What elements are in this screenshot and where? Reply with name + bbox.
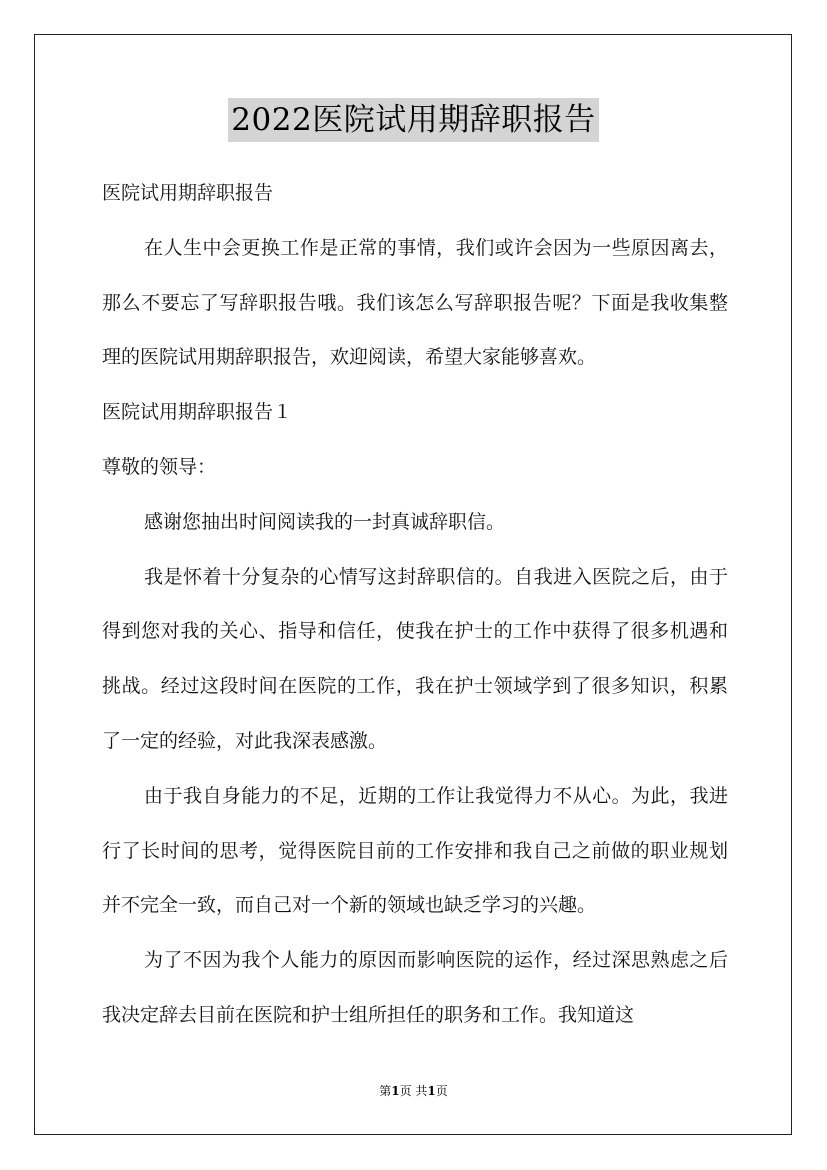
paragraph: 医院试用期辞职报告１	[102, 401, 293, 424]
page-number-suffix: 页	[435, 1084, 448, 1098]
page-number-middle: 页 共	[399, 1084, 428, 1098]
paragraph: 尊敬的领导：	[102, 455, 217, 478]
paragraph: 在人生中会更换工作是正常的事情，我们或许会因为一些原因离去，那么不要忘了写辞职报告哦。我们该怎么写辞职报告呢？下面是我收集整理的医院试用期辞职报告，欢迎阅读，希望大家能够喜欢。	[102, 236, 728, 369]
page-number-current: 1	[391, 1084, 400, 1098]
title-block	[0, 98, 827, 142]
paragraph: 医院试用期辞职报告	[102, 182, 274, 204]
document-title: 2022医院试用期辞职报告	[228, 98, 598, 142]
paragraph: 感谢您抽出时间阅读我的一封真诚辞职信。	[144, 510, 506, 533]
paragraph: 为了不因为我个人能力的原因而影响医院的运作，经过深思熟虑之后我决定辞去目前在医院和护士组所担任的职务和工作。我知道这	[102, 949, 728, 1026]
document-body	[102, 166, 728, 1043]
page-number-total: 1	[427, 1084, 436, 1098]
paragraph: 由于我自身能力的不足，近期的工作让我觉得力不从心。为此，我进行了长时间的思考，觉得医院目前的工作安排和我自己之前做的职业规划并不完全一致，而自己对一个新的领域也缺乏学习的兴趣。	[102, 784, 728, 917]
paragraph: 我是怀着十分复杂的心情写这封辞职信的。自我进入医院之后，由于得到您对我的关心、指导和信任，使我在护士的工作中获得了很多机遇和挑战。经过这段时间在医院的工作，我在护士领域学到了很多知识，积累了一定的经验，对此我深表感激。	[102, 565, 728, 752]
page-footer	[0, 1082, 827, 1100]
page-number-prefix: 第	[379, 1084, 392, 1098]
